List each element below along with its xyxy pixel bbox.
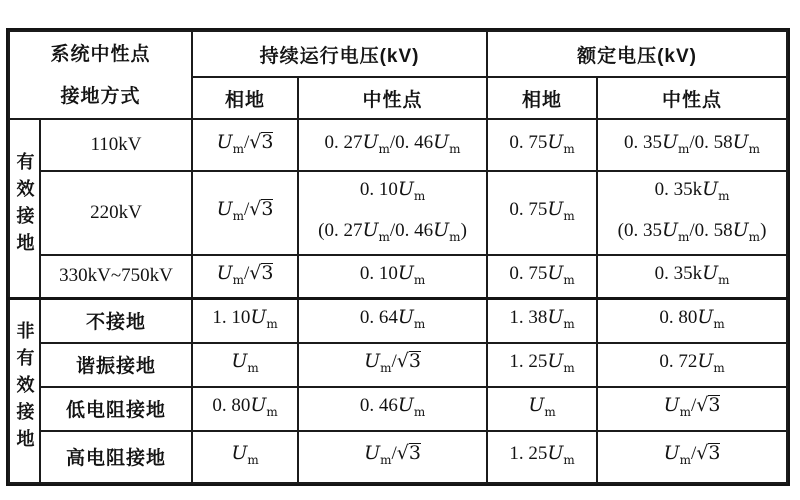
row-method-ungrounded: 不接地 [40,299,192,343]
cell-high-resistance-continuous-phase: $U_m$ [192,431,298,483]
cell-high-resistance-rated-neutral: $U_m/√3$ [597,431,787,483]
cell-330kv-continuous-phase: $U_m/√3$ [192,255,298,299]
header-rated-voltage: 额定电压(kV) [487,31,787,77]
table-row-110kv [9,119,787,171]
row-method-330-750kv: 330kV~750kV [40,255,192,299]
cell-ungrounded-rated-neutral: 0. $80U_m$ [597,299,787,343]
table-row-330-750kv [9,255,787,299]
row-method-220kv: 220kV [40,171,192,255]
group-label-effective-grounding [9,119,40,299]
header-corner-line1: 系统中性点 [50,44,151,65]
group-label-non-effective-grounding-text: 非有效接地 [14,320,35,456]
cell-110kv-continuous-neutral: 0. $27U_m/0$. $46U_m$ [298,119,487,171]
cell-resonant-rated-phase: 1. $25U_m$ [487,343,597,387]
voltage-table-frame [6,28,790,486]
cell-low-resistance-rated-phase: $U_m$ [487,387,597,431]
group-label-non-effective-grounding [9,299,40,483]
table-row-resonant [9,343,787,387]
row-method-high-resistance: 高电阻接地 [40,431,192,483]
header-corner [9,31,192,119]
row-method-resonant: 谐振接地 [40,343,192,387]
table-row-high-resistance [9,431,787,483]
cell-resonant-rated-neutral: 0. $72U_m$ [597,343,787,387]
cell-110kv-rated-neutral: 0. $35U_m/0$. $58U_m$ [597,119,787,171]
cell-ungrounded-rated-phase: 1. $38U_m$ [487,299,597,343]
cell-330kv-rated-phase: 0. $75U_m$ [487,255,597,299]
cell-ungrounded-continuous-neutral: 0. $64U_m$ [298,299,487,343]
cell-low-resistance-continuous-neutral: 0. $46U_m$ [298,387,487,431]
cell-220kv-continuous-neutral: 0. $10U_m$ (0. $27U_m/0$. $46U_m$) [298,171,487,255]
cell-110kv-continuous-phase: $U_m/√3$ [192,119,298,171]
cell-low-resistance-continuous-phase: 0. $80U_m$ [192,387,298,431]
cell-110kv-rated-phase: 0. $75U_m$ [487,119,597,171]
cell-330kv-continuous-neutral: 0. $10U_m$ [298,255,487,299]
cell-220kv-rated-phase: 0. $75U_m$ [487,171,597,255]
row-method-low-resistance: 低电阻接地 [40,387,192,431]
table-row-220kv [9,171,787,255]
header-corner-line2: 接地方式 [60,86,141,107]
group-label-effective-grounding-text: 有效接地 [14,152,35,261]
header-continuous-phase-ground: 相地 [192,77,298,119]
cell-ungrounded-continuous-phase: 1. $10U_m$ [192,299,298,343]
neutral-grounding-voltage-table [8,30,788,484]
header-continuous-neutral: 中性点 [298,77,487,119]
row-method-110kv: 110kV [40,119,192,171]
cell-220kv-rated-neutral: 0. $35kU_m$ (0. $35U_m/0$. $58U_m$) [597,171,787,255]
table-row-ungrounded [9,299,787,343]
header-rated-phase-ground: 相地 [487,77,597,119]
header-continuous-voltage: 持续运行电压(kV) [192,31,487,77]
header-row-1 [9,31,787,77]
header-rated-neutral: 中性点 [597,77,787,119]
cell-220kv-continuous-phase: $U_m/√3$ [192,171,298,255]
cell-high-resistance-continuous-neutral: $U_m/√3$ [298,431,487,483]
cell-resonant-continuous-neutral: $U_m/√3$ [298,343,487,387]
cell-high-resistance-rated-phase: 1. $25U_m$ [487,431,597,483]
cell-low-resistance-rated-neutral: $U_m/√3$ [597,387,787,431]
table-row-low-resistance [9,387,787,431]
cell-resonant-continuous-phase: $U_m$ [192,343,298,387]
cell-330kv-rated-neutral: 0. $35kU_m$ [597,255,787,299]
